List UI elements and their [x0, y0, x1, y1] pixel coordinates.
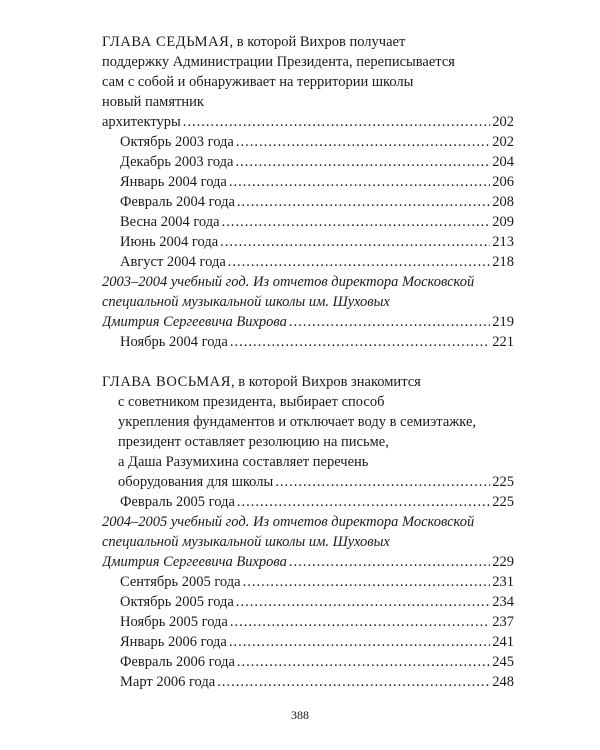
toc-page: 234: [492, 594, 514, 610]
toc-title: Ноябрь 2005 года: [120, 614, 228, 630]
toc-leader: [228, 253, 490, 272]
toc-page: 225: [492, 494, 514, 510]
toc-page: 237: [492, 614, 514, 630]
toc-leader: [230, 333, 490, 352]
toc-entry: [120, 673, 514, 692]
toc-page: 248: [492, 674, 514, 690]
toc-entry: [120, 233, 514, 252]
toc-leader: [229, 173, 490, 192]
chapter8-heading: ГЛАВА ВОСЬМАЯ: [102, 374, 232, 390]
chapter7-title-rest: , в которой Вихров получает: [229, 34, 406, 50]
toc-page: 204: [492, 154, 514, 170]
toc-title: Весна 2004 года: [120, 214, 220, 230]
toc-entry: [120, 153, 514, 172]
toc-leader: [237, 493, 490, 512]
toc-title: Дмитрия Сергеевича Вихрова: [102, 554, 287, 570]
chapter7-title-line4: новый памятник: [102, 94, 204, 110]
report-entry: [102, 553, 514, 572]
toc-entry: [120, 633, 514, 652]
toc-title: Декабрь 2003 года: [120, 154, 234, 170]
toc-entry: [120, 593, 514, 612]
report-line: 2003–2004 учебный год. Из отчетов директора Московской: [102, 274, 475, 290]
toc-page: 208: [492, 194, 514, 210]
chapter7-title-line5: [102, 113, 514, 132]
toc-page: 202: [492, 114, 514, 130]
toc-title: Август 2004 года: [120, 254, 226, 270]
toc-page: 245: [492, 654, 514, 670]
chapter8-title-line: [102, 373, 514, 392]
toc-title: Июнь 2004 года: [120, 234, 219, 250]
chapter8-title-rest: , в которой Вихров знакомится: [231, 374, 421, 390]
toc-page: 229: [492, 554, 514, 570]
toc-title: Январь 2006 года: [120, 634, 227, 650]
toc-leader: [237, 653, 490, 672]
chapter8-title-line6: [118, 473, 514, 492]
toc-title: Октябрь 2005 года: [120, 594, 234, 610]
toc-leader: [230, 613, 490, 632]
toc-entry: [120, 133, 514, 152]
toc-leader: [236, 153, 491, 172]
toc-page: 241: [492, 634, 514, 650]
toc-entry: [120, 573, 514, 592]
chapter7-heading: ГЛАВА СЕДЬМАЯ: [102, 34, 230, 50]
chapter7-title-line3: сам с собой и обнаруживает на территории школы: [102, 74, 414, 90]
toc-leader: [183, 113, 491, 132]
toc-leader: [289, 313, 490, 332]
toc-title: Март 2006 года: [120, 674, 216, 690]
toc-leader: [243, 573, 491, 592]
toc-entry: [120, 213, 514, 232]
chapter8-title-line5: а Даша Разумихина составляет перечень: [118, 454, 369, 470]
toc-title: Сентябрь 2005 года: [120, 574, 241, 590]
toc-title: архитектуры: [102, 114, 181, 130]
toc-page: 231: [492, 574, 514, 590]
toc-page: 213: [492, 234, 514, 250]
chapter8-title-line4: президент оставляет резолюцию на письме,: [118, 434, 389, 450]
chapter8-title-line2: с советником президента, выбирает способ: [118, 394, 385, 410]
toc-leader: [220, 233, 490, 252]
toc-entry: [120, 173, 514, 192]
toc-title: Январь 2004 года: [120, 174, 227, 190]
report-line: специальной музыкальной школы им. Шуховых: [102, 534, 390, 550]
toc-page: 219: [492, 314, 514, 330]
toc-leader: [289, 553, 490, 572]
toc-leader: [217, 673, 490, 692]
toc-title: Октябрь 2003 года: [120, 134, 234, 150]
toc-entry: [120, 193, 514, 212]
toc-page: 206: [492, 174, 514, 190]
toc-leader: [275, 473, 490, 492]
toc-page: 218: [492, 254, 514, 270]
report-line: 2004–2005 учебный год. Из отчетов директора Московской: [102, 514, 475, 530]
toc-title: Февраль 2006 года: [120, 654, 235, 670]
page-number: 388: [291, 708, 309, 722]
chapter8-title-line3: укрепления фундаментов и отключает воду в семиэтажке,: [118, 414, 477, 430]
toc-page: 221: [492, 334, 514, 350]
toc-title: Дмитрия Сергеевича Вихрова: [102, 314, 287, 330]
report-line: специальной музыкальной школы им. Шуховых: [102, 294, 390, 310]
toc-leader: [236, 133, 490, 152]
toc-title: оборудования для школы: [118, 474, 274, 490]
toc-title: Февраль 2005 года: [120, 494, 235, 510]
toc-leader: [236, 593, 490, 612]
toc-leader: [237, 193, 490, 212]
toc-page: 202: [492, 134, 514, 150]
chapter7-title-line: [102, 33, 514, 52]
toc-title: Февраль 2004 года: [120, 194, 235, 210]
toc-leader: [222, 213, 491, 232]
toc-page: 209: [492, 214, 514, 230]
toc-leader: [229, 633, 490, 652]
toc-entry: [120, 493, 514, 512]
chapter7-title-line2: поддержку Администрации Президента, переписывается: [102, 54, 455, 70]
toc-entry: [120, 613, 514, 632]
report-entry: [102, 313, 514, 332]
toc-title: Ноябрь 2004 года: [120, 334, 228, 350]
toc-entry: [120, 253, 514, 272]
toc-entry: [120, 333, 514, 352]
toc-page: 225: [492, 474, 514, 490]
toc-entry: [120, 653, 514, 672]
